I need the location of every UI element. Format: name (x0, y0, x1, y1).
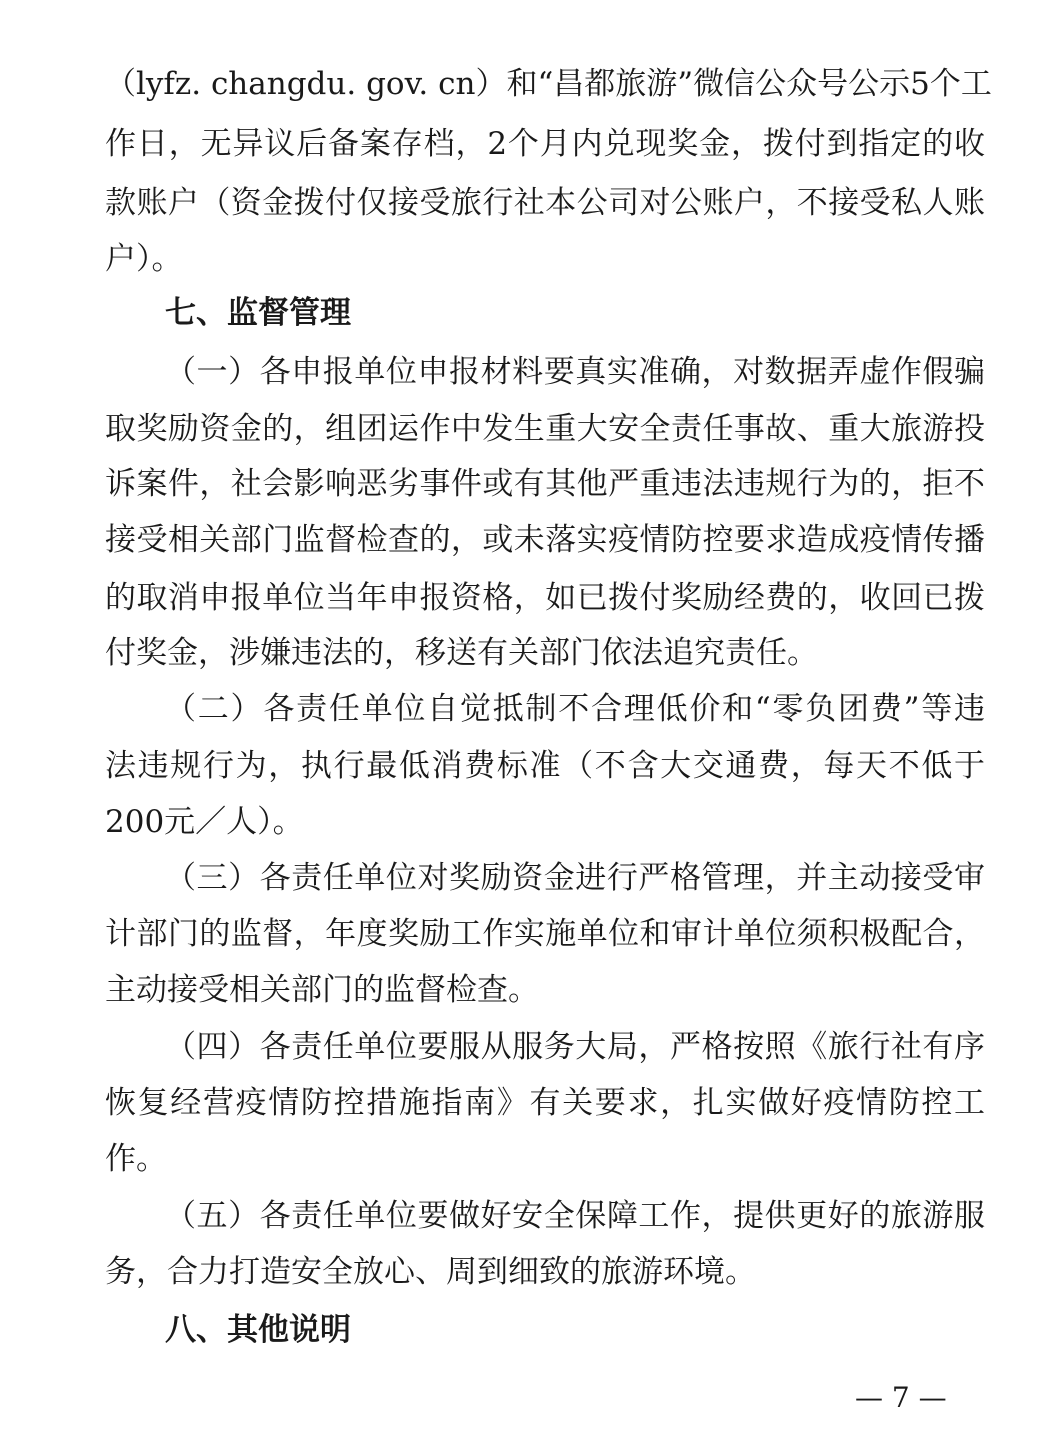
paragraph-line: 作。 (105, 1141, 167, 1177)
paragraph-line: 取奖励资金的，组团运作中发生重大安全责任事故、重大旅游投 (105, 411, 985, 447)
paragraph-line: （二）各责任单位自觉抵制不合理低价和“零负团费”等违 (165, 691, 985, 727)
section-heading-supervision: 七、监督管理 (165, 295, 351, 331)
paragraph-line: 法违规行为，执行最低消费标准（不含大交通费，每天不低于 (105, 748, 985, 784)
paragraph-line: 200元／人）。 (105, 804, 304, 840)
paragraph-line: 接受相关部门监督检查的，或未落实疫情防控要求造成疫情传播 (105, 522, 985, 558)
paragraph-line: 主动接受相关部门的监督检查。 (105, 972, 539, 1008)
paragraph-line: 款账户（资金拨付仅接受旅行社本公司对公账户，不接受私人账 (105, 185, 985, 221)
paragraph-line: （一）各申报单位申报材料要真实准确，对数据弄虚作假骗 (165, 354, 985, 390)
paragraph-line: 诉案件，社会影响恶劣事件或有其他严重违法违规行为的，拒不 (105, 466, 985, 502)
paragraph-line: （三）各责任单位对奖励资金进行严格管理，并主动接受审 (165, 860, 985, 896)
section-heading-other: 八、其他说明 (165, 1312, 351, 1348)
paragraph-line: 恢复经营疫情防控措施指南》有关要求，扎实做好疫情防控工 (105, 1085, 985, 1121)
paragraph-line: 付奖金，涉嫌违法的，移送有关部门依法追究责任。 (105, 635, 818, 671)
paragraph-line: （lyfz. changdu. gov. cn）和“昌都旅游”微信公众号公示5个工 (105, 66, 992, 102)
paragraph-line: （四）各责任单位要服从服务大局，严格按照《旅行社有序 (165, 1029, 985, 1065)
page-number: — 7 — (855, 1381, 947, 1414)
paragraph-line: 务，合力打造安全放心、周到细致的旅游环境。 (105, 1254, 756, 1290)
paragraph-line: 的取消申报单位当年申报资格，如已拨付奖励经费的，收回已拨 (105, 580, 985, 616)
paragraph-line: 作日，无异议后备案存档，2个月内兑现奖金，拨付到指定的收 (105, 126, 985, 162)
paragraph-line: 户）。 (105, 241, 183, 277)
paragraph-line: （五）各责任单位要做好安全保障工作，提供更好的旅游服 (165, 1198, 985, 1234)
paragraph-line: 计部门的监督，年度奖励工作实施单位和审计单位须积极配合， (105, 916, 985, 952)
